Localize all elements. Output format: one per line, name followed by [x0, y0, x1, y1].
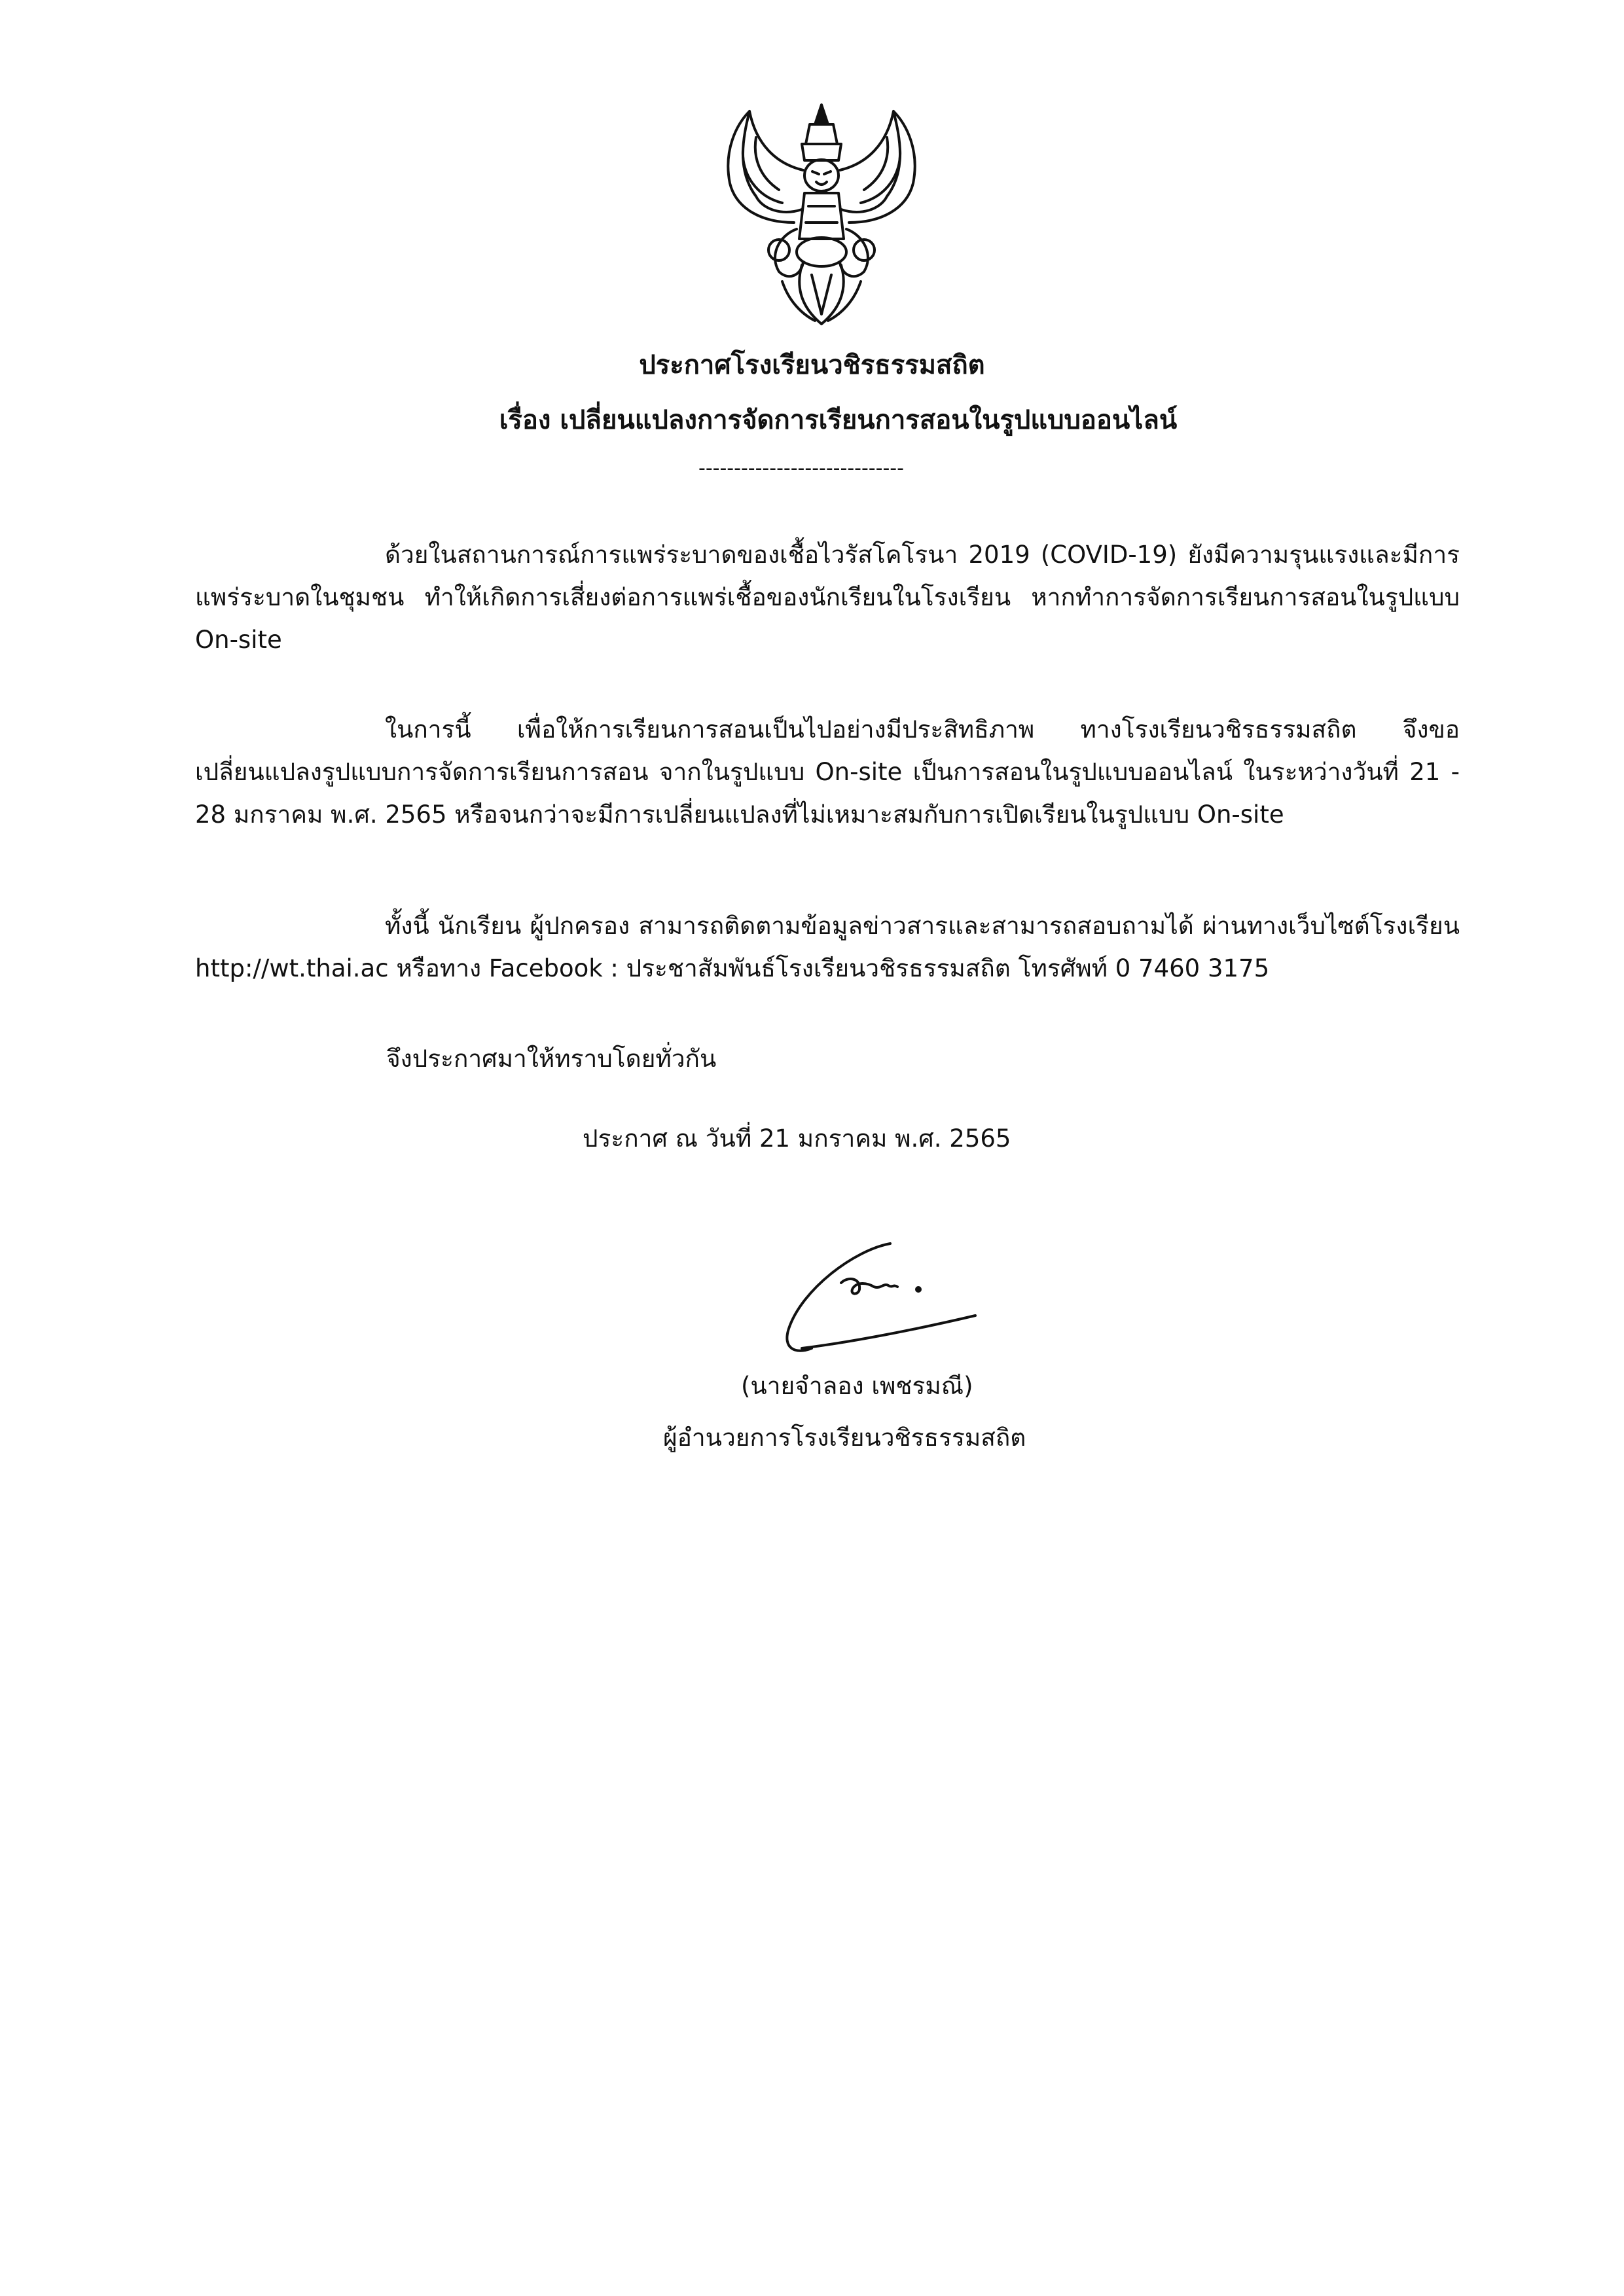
announcement-date: ประกาศ ณ วันที่ 21 มกราคม พ.ศ. 2565 — [583, 1124, 1011, 1153]
announcement-title: ประกาศโรงเรียนวชิรธรรมสถิต — [639, 350, 985, 380]
signer-position: ผู้อำนวยการโรงเรียนวชิรธรรมสถิต — [663, 1424, 1026, 1452]
paragraph-change — [195, 708, 1460, 836]
paragraph-situation-text: ด้วยในสถานการณ์การแพร่ระบาดของเชื้อไวรัสโคโรนา 2019 (COVID-19) ยังมีความรุนแรงและมีการแพร่ระบาดในชุมชน ทำให้เกิดการเสี่ยงต่อการแพร่เชื้อของนักเรียนในโรงเรียน หากทำการจัดการเรียนการสอนในรูปแบบ On-site — [195, 541, 1460, 654]
paragraph-situation — [195, 533, 1460, 661]
paragraph-contact — [195, 905, 1460, 990]
paragraph-contact-text: ทั้งนี้ นักเรียน ผู้ปกครอง สามารถติดตามข้อมูลข่าวสารและสามารถสอบถามได้ ผ่านทางเว็บไซต์โรงเรียน http://wt.thai.ac หรือทาง Facebook : ประชาสัมพันธ์โรงเรียนวชิรธรรมสถิต โทรศัพท์ 0 7460 3175 — [195, 912, 1460, 982]
closing-statement: จึงประกาศมาให้ทราบโดยทั่วกัน — [386, 1045, 717, 1073]
garuda-emblem-icon — [717, 98, 926, 334]
title-separator: ----------------------------- — [698, 457, 904, 480]
signature-icon — [776, 1230, 985, 1361]
announcement-subject: เรื่อง เปลี่ยนแปลงการจัดการเรียนการสอนในรูปแบบออนไลน์ — [499, 405, 1178, 435]
paragraph-change-text: ในการนี้ เพื่อให้การเรียนการสอนเป็นไปอย่างมีประสิทธิภาพ ทางโรงเรียนวชิรธรรมสถิต จึงขอเปลี่ยนแปลงรูปแบบการจัดการเรียนการสอน จากในรูปแบบ On-site เป็นการสอนในรูปแบบออนไลน์ ในระหว่างวันที่ 21 - 28 มกราคม พ.ศ. 2565 หรือจนกว่าจะมีการเปลี่ยนแปลงที่ไม่เหมาะสมกับการเปิดเรียนในรูปแบบ On-site — [195, 715, 1460, 829]
signer-name: (นายจำลอง เพชรมณี) — [741, 1372, 973, 1400]
